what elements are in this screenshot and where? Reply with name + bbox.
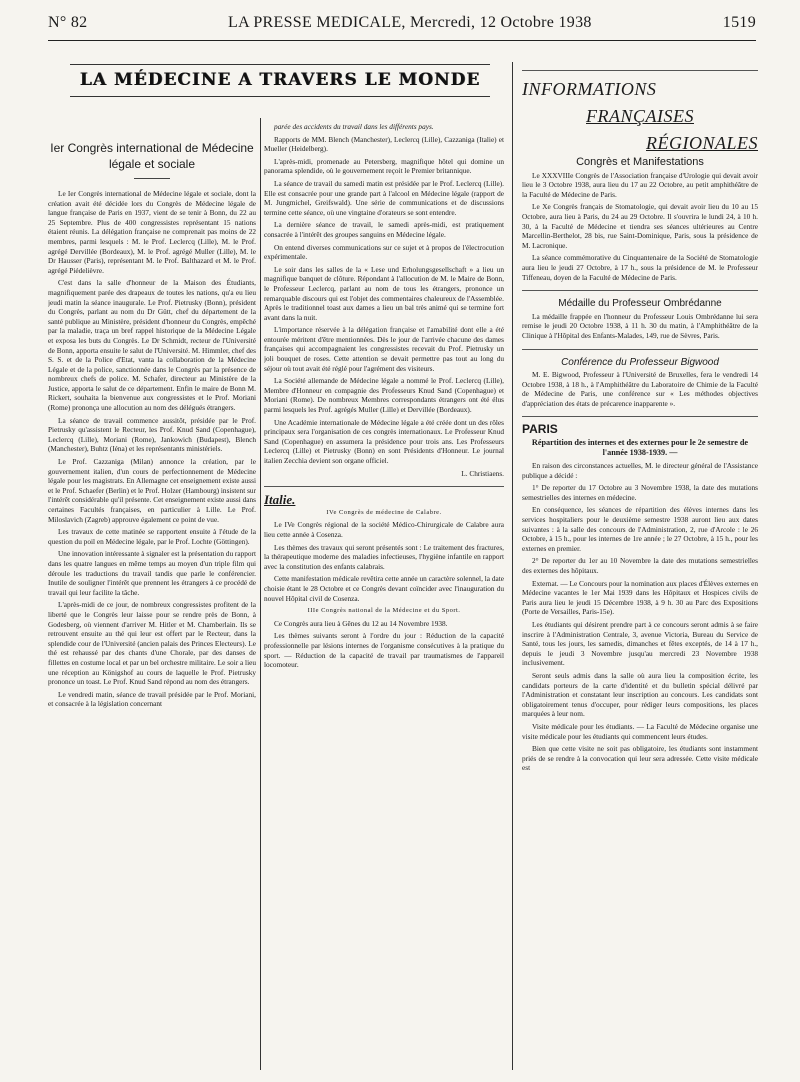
paragraph: Ce Congrès aura lieu à Gênes du 12 au 14 Novembre 1938. [274,618,448,628]
paragraph: Le XXXVIIIe Congrès de l'Association française d'Urologie qui devait avoir lieu le 3 Octobre 1938, aura lieu du 17 au 22 Octobre, au petit amphithéâtre de la Faculté de Médecine de Paris. [522,170,758,199]
divider [522,70,758,71]
paragraph: Une Académie internationale de Médecine légale a été créée dont un des rôles principaux sera l'organisation de ces congrès internationaux. Le Professeur Knud Sand (Copenhague) en assumera la présidence pour trois ans. Les Professeurs Leclercq (Lille) et Pietrusky (Bonn) en sont Présidents d'Honneur. Le journal italien Zecchia devient son organe officiel. [264,417,504,465]
section-rule-bottom [70,96,490,97]
paragraph: parée des accidents du travail dans les différents pays. [274,122,434,131]
divider [522,290,758,291]
paragraph: Le Prof. Cazzaniga (Milan) annonce la création, par le gouvernement italien, d'un cours de perfectionnement de Médecine légale pour les magistrats. En Allemagne cet enseignement existe aussi et le Prof. Schaefer (Berlin) et le Prof. Holzer (Hambourg) insistent sur l'intérêt considérable qu'il présente. Cet enseignement existe aussi dans certaines Facultés françaises, en particulier à Lille. Le Prof. Miloslavich (Zagreb) approuve également ce point de vue. [48,457,256,524]
paragraph: La médaille frappée en l'honneur du Professeur Louis Ombrédanne lui sera remise le jeudi 20 Octobre 1938, à 11 h. 30 du matin, à l'Amphithéâtre de la Clinique à l'Hôpital des Enfants-Malades, 149, rue de Sèvres, Paris. [522,311,758,340]
page-number: 1519 [722,14,756,31]
page-header [48,14,756,36]
congres-heading: Congrès et Manifestations [576,156,704,168]
paragraph: Cette manifestation médicale revêtira cette année un caractère solennel, la date choisie étant le 28 Octobre et ce Congrès devant coïncider avec l'inauguration du nouvel Hôpital civil de Cosenza. [264,574,504,603]
column-2 [264,122,504,1070]
informations-title-2: FRANÇAISES [586,106,694,126]
paragraph: Visite médicale pour les étudiants. — La Faculté de Médecine organise une visite médicale pour les étudiants qui commencent leurs études. [522,721,758,741]
paragraph: 1° De reporter du 17 Octobre au 3 Novembre 1938, la date des mutations semestrielles des internes en médecine. [522,483,758,502]
section-rule-top [70,64,490,65]
paragraph: M. E. Bigwood, Professeur à l'Université de Bruxelles, fera le vendredi 14 Octobre 1938, à 18 h., à l'Amphithéâtre du Laboratoire de Chimie de la Faculté de Médecine de Paris, une conférence sur « Les méthodes objectives d'appréciation des états de précarence inapparente ». [522,370,758,408]
paragraph: En raison des circonstances actuelles, M. le directeur général de l'Assistance publique a décidé : [522,461,758,480]
medaille-heading: Médaille du Professeur Ombrédanne [558,298,722,310]
article-title: Ier Congrès international de Médecine légale et sociale [50,141,254,171]
divider [522,416,758,417]
paragraph: Externat. — Le Concours pour la nomination aux places d'Élèves externes en Médecine vacantes le 1er Mai 1939 dans les Hôpitaux et Hospices civils de Paris aura lieu le jeudi 15 Décembre 1938, à 9 h. 30 au Parc des Expositions (Porte de Versailles, Paris-15e). [522,578,758,617]
issue-number: N° 82 [48,14,88,31]
title-rule [134,178,170,179]
italie-heading: Italie. [264,492,296,508]
paragraph: Les travaux de cette matinée se rapportent ensuite à l'étude de la question du poil en Médecine légale, par le Prof. Lochte (Göttingen). [48,527,256,546]
paragraph: En conséquence, les séances de répartition des élèves internes dans les services hospitaliers pour le deuxième semestre 1938 auront lieu aux dates suivantes : à la salle des concours de l'Administration, 2, rue d'Arcole : le 26 Octobre, à 15 h., pour les internes de 1re année ; le 27 Octobre, à 15 h., pour les externes en premier. [522,505,758,553]
section-title: LA MÉDECINE A TRAVERS LE MONDE [79,70,481,90]
paragraph: Le Xe Congrès français de Stomatologie, qui devait avoir lieu du 10 au 15 Octobre, aura lieu à Paris, du 24 au 29 Octobre. Il s'ouvrira le lundi 24, à 10 h. 30, à la Faculté de Médecine et tiendra ses séances ultérieures au Centre Marcellin-Berthelot, 28 bis, rue Saint-Dominique, Paris, sous la présidence de M. Lacronique. [522,202,758,250]
journal-title: LA PRESSE MEDICALE, Mercredi, 12 Octobre 1938 [228,14,592,31]
paragraph: Le soir dans les salles de la « Lese und Erholungsgesellschaft » a lieu un magnifique banquet de clôture. Répondant à l'allocution de M. le Maire de Bonn, le Professeur Leclercq, parlant au nom de tous les étrangers, prononce un remarquable discours qui est l'objet des commentaires chaleureux de l'Assemblée. Après le traditionnel toast aux dames a lieu un bal très animé qui se termine fort avant dans la nuit. [264,264,504,322]
paragraph: La séance commémorative du Cinquantenaire de la Société de Stomatologie aura lieu le jeudi 27 Octobre, à 17 h., sous la présidence de M. le Professeur Tiffeneau, doyen de la Faculté de Médecine de Paris. [522,253,758,282]
paragraph: C'est dans la salle d'honneur de la Maison des Étudiants, magnifiquement parée des drapeaux de toutes les nations, qu'a eu lieu jeudi matin la séance inaugurale. Le Prof. Pietrusky (Bonn), président du Congrès, parlant au nom du Dr Gütt, chef du département de la santé publique au Ministère, président d'honneur du Congrès, empêché par la maladie, traça un bref rappel historique de la Médecine Légale et exposa les buts du Congrès. Le Dr Schmidt, recteur de l'Université de Bonn, apporta ensuite le salut de l'Université. M. Himmler, chef des S. S. et de la Police d'Etat, vanta la collaboration de la Médecine Légale et de la police, sanctionnée dans le Congrès par la présence de nombreux chefs de police. M. Schafer, directeur au Ministère de la Justice, apporta le salut de ce département. Enfin le maire de Bonn M. Rickert, souhaita la bienvenue aux congressistes et le Prof. Moriani (Rome) prononça une allocution au nom des délégués étrangers. [48,278,256,413]
column-3 [522,70,758,1070]
column-divider-2 [512,62,513,1070]
column-divider-1 [260,118,261,1070]
header-rule [48,40,756,41]
paragraph: La séance de travail commence aussitôt, présidée par le Prof. Pietrusky qu'assistent le Recteur, les Prof. Knud Sand (Copenhague), Leclercq (Lille), Moriani (Rome), Jankowich (Budapest), Blench (Manchester), Buhtz (Iéna) et les représentants ministériels. [48,415,256,454]
repartition-heading: Répartition des internes et des externes pour le 2e semestre de l'année 1938-1939. — [531,438,749,458]
paragraph: Une innovation intéressante à signaler est la présentation du rapport dans les quatre langues en même temps au moyen d'un triple film qui déroule les traductions du travail tandis que parle le conférencier. Inutile de souligner l'intérêt que prennent les étrangers à ce procédé de travail qui leur facilite la tâche. [48,549,256,597]
paragraph: Les thèmes des travaux qui seront présentés sont : Le traitement des fractures, la thérapeutique moderne des maladies infectieuses, l'hygiène infantile en rapport avec la constitution des enfants calabrais. [264,542,504,571]
divider [522,349,758,350]
column-1 [48,140,256,1070]
paragraph: Le Ier Congrès international de Médecine légale et sociale, dont la création avait été décidée lors du Congrès de Médecine légale de langue française de Paris en 1937, vient de se tenir à Bonn, du 22 au 25 Septembre. Plus de 400 congressistes représentant 15 nations étaient réunis. La délégation française ne comprenait pas moins de 22 membres, parmi lesquels : M. le Prof. Leclercq (Lille), M. le Prof. agrégé Dervillée (Bordeaux), M. le Prof. agrégé Muller (Lille), M. le Dr Hausser (Paris), représentant M. le Prof. Balthazard et M. le Prof. agrégé Piédelièvre. [48,189,256,275]
paragraph: Le vendredi matin, séance de travail présidée par le Prof. Moriani, et consacrée à la législation concernant [48,689,256,709]
paragraph: L'importance réservée à la délégation française et l'amabilité dont elle a été entourée méritent d'être mentionnées. Dès le jour de l'arrivée chacune des dames françaises qui accompagnaient les congressistes recevait du Prof. Pietrusky un joli bouquet de roses. Cette attention se devait permettre pas tout au long du séjour où tout avait été réglé pour l'agrément des visiteurs. [264,325,504,373]
paragraph: La dernière séance de travail, le samedi après-midi, est pratiquement consacrée à l'intérêt des groupes sanguins en Médecine légale. [264,220,504,239]
informations-title-3: RÉGIONALES [646,133,758,153]
paragraph: L'après-midi de ce jour, de nombreux congressistes profitent de la liberté que le Congrès leur laisse pour se rendre près de Bonn, à Godesberg, où viennent d'arriver M. Hitler et M. Chamberlain. Ils se retrouvent ensuite au thé qui leur est offert par le Recteur, dans la splendide cour de l'Université (ancien palais des Princes Electeurs). Le thé est rehaussé par des chants d'une Chorale, par des danses de fillettes en costume local et par un bel orchestre militaire. Le soir a lieu une réception au Königshof au cours de laquelle le Prof. Pietrusky prononce un toast. Le Prof. Knud Sand répond au nom des étrangers. [48,600,256,687]
subheading: IIIe Congrès national de la Médecine et du Sport. [307,607,461,615]
paragraph: La séance de travail du samedi matin est présidée par le Prof. Leclercq (Lille). Elle est consacrée pour une grande part à l'alcool en Médecine légale (rapport de M. Jungmichel, Greifswald). Une série de communications et de discussions termine cette séance, où une vingtaine d'orateurs se sont entendre. [264,178,504,217]
paragraph: Les étudiants qui désirent prendre part à ce concours seront admis à se faire inscrire à l'Administration Centrale, 3, avenue Victoria, Bureau du Service de Santé, tous les jours, les samedis, dimanches et fêtes exceptés, de 14 à 17 h., depuis le jeudi 3 Novembre jusqu'au mercredi 23 Novembre 1938 inclusivement. [522,619,758,668]
divider [264,486,504,487]
subheading: IVe Congrès de médecine de Calabre. [326,508,442,516]
paragraph: 2° De reporter du 1er au 10 Novembre la date des mutations semestrielles des externes des hôpitaux. [522,556,758,575]
paragraph: Rapports de MM. Blench (Manchester), Leclercq (Lille), Cazzaniga (Italie) et Mueller (Heidelberg). [264,134,504,154]
paragraph: La Société allemande de Médecine légale a nommé le Prof. Leclercq (Lille), Membre d'Honneur en compagnie des Professeurs Knud Sand (Copenhague) et Moriani (Rome). De nombreux Membres correspondants étrangers ont été élus parmi lesquels les Prof. agrégés Muller (Lille) et Dervillée (Bordeaux). [264,376,504,415]
paris-heading: PARIS [522,422,558,437]
bigwood-heading: Conférence du Professeur Bigwood [561,356,719,368]
paragraph: Seront seuls admis dans la salle où aura lieu la composition écrite, les candidats porteurs de la carte d'identité et du bulletin spécial délivré par l'Administration et constatant leur inscription au concours. Les candidats sont obligatoirement tenus d'occuper, pour rédiger leurs compositions, les places marquées à leur nom. [522,670,758,719]
signature: L. Christiaens. [461,468,504,478]
paragraph: L'après-midi, promenade au Petersberg, magnifique hôtel qui domine un panorama splendide, où le gouvernement reçoit le Premier britannique. [264,156,504,176]
paragraph: Le IVe Congrès régional de la société Médico-Chirurgicale de Calabre aura lieu cette année à Cosenza. [264,520,504,539]
paragraph: Les thèmes suivants seront à l'ordre du jour : Réduction de la capacité professionnelle par lésions internes de l'organisme consécutives à la pratique du sport. — Réduction de la capacité de travail par traumatismes de l'appareil locomoteur. [264,631,504,670]
paragraph: On entend diverses communications sur ce sujet et à propos de l'électrocution expérimentale. [264,242,504,262]
paragraph: Bien que cette visite ne soit pas obligatoire, les étudiants sont instamment priés de se rendre à la convocation qui leur sera adressée. Cette visite médicale est [522,744,758,773]
informations-title-1: INFORMATIONS [522,79,657,99]
